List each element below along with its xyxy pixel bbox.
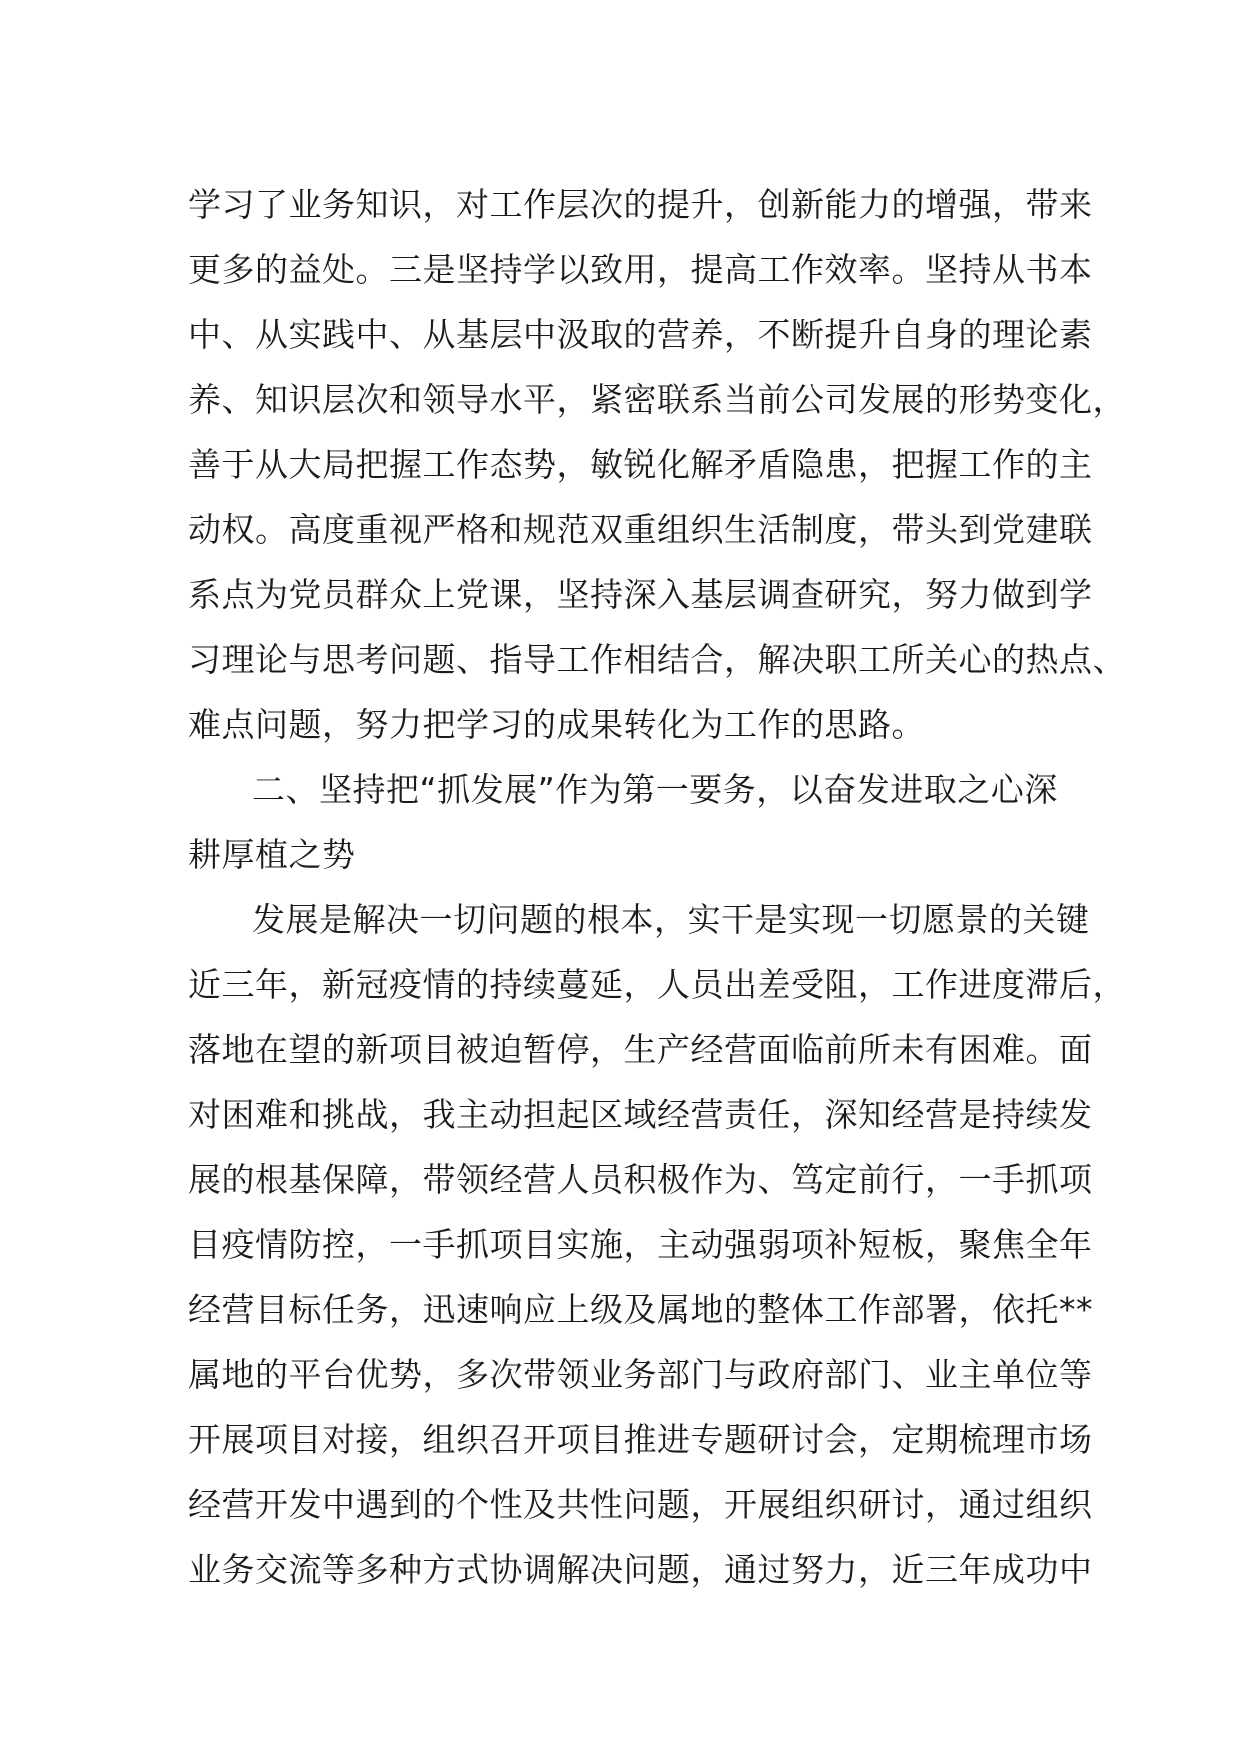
section-heading-line: 耕厚植之势	[188, 835, 356, 874]
text-line: 目疫情防控，一手抓项目实施，主动强弱项补短板，聚焦全年	[188, 1225, 1093, 1264]
text-line: 善于从大局把握工作态势，敏锐化解矛盾隐患，把握工作的主	[188, 445, 1093, 484]
text-line: 经营开发中遇到的个性及共性问题，开展组织研讨，通过组织	[188, 1485, 1093, 1524]
text-line: 学习了业务知识，对工作层次的提升，创新能力的增强，带来	[188, 185, 1093, 224]
text-line: 业务交流等多种方式协调解决问题，通过努力，近三年成功中	[188, 1550, 1093, 1589]
section-heading-line: 二、坚持把“抓发展”作为第一要务，以奋发进取之心深	[252, 770, 1058, 809]
text-line: 习理论与思考问题、指导工作相结合，解决职工所关心的热点、	[188, 640, 1126, 679]
text-line: 落地在望的新项目被迫暂停，生产经营面临前所未有困难。面	[188, 1030, 1093, 1069]
text-line: 发展是解决一切问题的根本，实干是实现一切愿景的关键	[252, 900, 1090, 939]
text-line: 中、从实践中、从基层中汲取的营养，不断提升自身的理论素	[188, 315, 1093, 354]
text-line: 系点为党员群众上党课，坚持深入基层调查研究，努力做到学	[188, 575, 1093, 614]
body-text	[188, 172, 1126, 1602]
text-line: 展的根基保障，带领经营人员积极作为、笃定前行，一手抓项	[188, 1160, 1093, 1199]
text-line: 近三年，新冠疫情的持续蔓延，人员出差受阻，工作进度滞后，	[188, 965, 1126, 1004]
text-line: 属地的平台优势，多次带领业务部门与政府部门、业主单位等	[188, 1355, 1093, 1394]
text-line: 开展项目对接，组织召开项目推进专题研讨会，定期梳理市场	[188, 1420, 1093, 1459]
text-line: 动权。高度重视严格和规范双重组织生活制度，带头到党建联	[188, 510, 1093, 549]
text-line: 难点问题，努力把学习的成果转化为工作的思路。	[188, 705, 925, 744]
text-line: 对困难和挑战，我主动担起区域经营责任，深知经营是持续发	[188, 1095, 1093, 1134]
text-line: 更多的益处。三是坚持学以致用，提高工作效率。坚持从书本	[188, 250, 1093, 289]
text-line: 养、知识层次和领导水平，紧密联系当前公司发展的形势变化，	[188, 380, 1126, 419]
text-line: 经营目标任务，迅速响应上级及属地的整体工作部署，依托**	[188, 1290, 1093, 1329]
